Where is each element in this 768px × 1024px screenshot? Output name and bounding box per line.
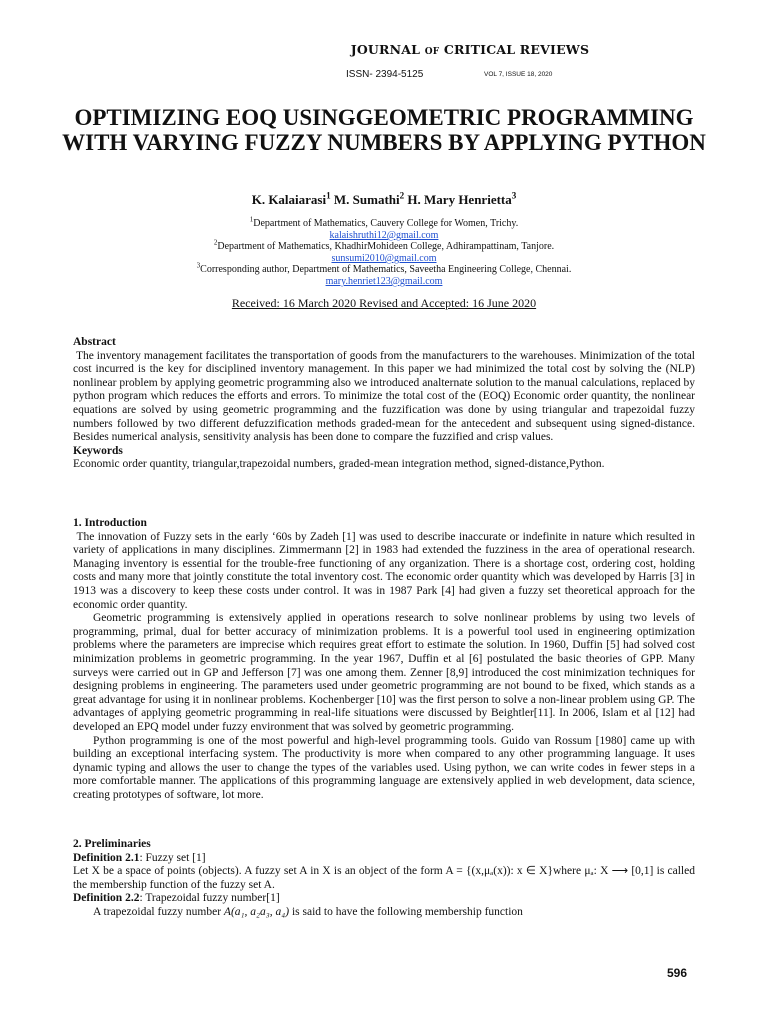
intro-paragraph: Geometric programming is extensively applied in operations research to solve nonlinear problems by using two levels of programming, primal, dual for better accuracy of minimization problems. It is a powerful tool used in engineering optimization problems where the parameters are imprecise which requires great effort to estimate the solution. In 1960, Duffin [5] had solved cost minimization problems in geometric programming. In the year 1967, Duffin et al [6] postulated the basic theories of GPP. Many surveys were carried out in GP and Jefferson [7] was one among them. Zenner [8,9] introduced the cost minimization techniques for designing problems in engineering. The parameters used under geometric programming are not bound to be fixed, which stands as a great advantage for using it in nonlinear problems. Kochenberger [10] was the first person to solve a non-linear problem using GP. The advantages of applying geometric programming in real-life situations were discussed by Beightler[11]. In 2006, Islam et al [12] had developed an EPQ model under fuzzy environment that was solved by geometric programming. bbox=[73, 612, 695, 733]
definition-label: Definition 2.1 bbox=[73, 851, 140, 864]
definition-text-pre: A trapezoidal fuzzy number bbox=[93, 905, 224, 918]
paper-title: OPTIMIZING EOQ USINGGEOMETRIC PROGRAMMING WITH VARYING FUZZY NUMBERS BY APPLYING PYTHON bbox=[62, 105, 706, 155]
journal-name-part2: CRITICAL REVIEWS bbox=[443, 42, 590, 57]
preliminaries-heading: 2. Preliminaries bbox=[73, 838, 151, 850]
journal-name-part1: JOURNAL bbox=[350, 42, 421, 57]
author-name: K. Kalaiarasi bbox=[251, 192, 327, 207]
author-sup: 1 bbox=[326, 190, 331, 201]
intro-paragraph: The innovation of Fuzzy sets in the early ‘60s by Zadeh [1] was used to describe inaccurate or indefinite in nature which resulted in variety of applications in many disciplines. Zimmermann [2] in 1983 had extended the fuzziness in the area of operational research. Managing inventory is essential for the trouble-free functioning of any organization. There is a shortage cost, ordering cost, holding costs and many more that jointly constitute the total inventory cost. The economic order quantity which was developed by Harris [3] in 1913 was a discovery to keep these costs under control. It was in 1987 Park [4] had given a fuzzy set theoretical approach for the economic order quantity. bbox=[73, 530, 698, 611]
author-name: M. Sumathi bbox=[333, 192, 400, 207]
abstract-heading: Abstract bbox=[73, 336, 116, 348]
affiliation-text: Department of Mathematics, KhadhirMohideen College, Adhirampattinam, Tanjore. bbox=[217, 241, 555, 252]
definition-2-1 bbox=[73, 852, 695, 866]
affiliation bbox=[0, 238, 768, 253]
definition-text: Let X be a space of points (objects). A fuzzy set A in X is an object of the form A = {(x,μₐ(x)): x ∈ X}where μₐ: X ⟶ [0,1] is called the membership function of the fuzzy set A. bbox=[73, 865, 695, 891]
affiliation-sup: 3 bbox=[196, 261, 201, 270]
preliminaries-section bbox=[73, 838, 695, 920]
definition-text-post: is said to have the following membership function bbox=[289, 905, 523, 918]
affiliation-text: Department of Mathematics, Cauvery College for Women, Trichy. bbox=[253, 218, 519, 229]
journal-name bbox=[0, 42, 768, 57]
volume-issue: VOL 7, ISSUE 18, 2020 bbox=[484, 71, 553, 78]
abstract-text: The inventory management facilitates the transportation of goods from the manufacturers to the warehouses. Minimization of the total cost incurred is the key for disciplined inventory management. In this paper we had minimized the total cost by solving the (NLP) nonlinear problem by applying geometric programming also we introduced analternate solution to the manual calculations, replaced by python program which reduces the efforts and errors. To minimize the total cost of the (EOQ) Economic order quantity, the nonlinear equations are solved by using geometric programming and the fuzzification was done by using triangular and trapezoidal fuzzy numbers followed by two different defuzzification methods graded-mean for the antecedent and subsequent using signed-distance. Besides numerical analysis, sensitivity analysis has been done to compare the fuzzified and crisp values. bbox=[73, 349, 698, 444]
affiliation-sup: 1 bbox=[249, 215, 254, 224]
keywords-heading: Keywords bbox=[73, 444, 123, 457]
email-link[interactable]: kalaishruthi12@gmail.com bbox=[329, 230, 439, 241]
author-sup: 2 bbox=[399, 190, 405, 201]
received-dates: Received: 16 March 2020 Revised and Accepted: 16 June 2020 bbox=[231, 296, 537, 310]
introduction-heading: 1. Introduction bbox=[73, 517, 147, 529]
author-sup: 3 bbox=[511, 190, 517, 201]
intro-paragraph: Python programming is one of the most powerful and high-level programming tools. Guido van Rossum [1980] came up with building an exceptional interfacing system. The productivity is more when compared to any other programming language. It uses dynamic typing and allows the user to change the types of the variables used. Using python, we can write codes in fewer steps in a more comfortable manner. The applications of this programming language are extensively applied in web development, data science, creating prototypes of software, lot more. bbox=[73, 734, 695, 801]
affiliation-sup: 2 bbox=[213, 238, 218, 247]
email-link[interactable]: mary.henriet123@gmail.com bbox=[325, 276, 443, 287]
trapezoidal-formula: A(a₁, a₂a₃, a₄) bbox=[223, 905, 290, 918]
keywords-text: Economic order quantity, triangular,trapezoidal numbers, graded-mean integration method, signed-distance,Python. bbox=[73, 458, 605, 471]
definition-text bbox=[73, 906, 695, 920]
definition-title: : Trapezoidal fuzzy number[1] bbox=[139, 892, 280, 905]
author-list bbox=[0, 192, 768, 208]
definition-2-2 bbox=[73, 892, 695, 906]
definition-title: : Fuzzy set [1] bbox=[139, 851, 206, 864]
journal-name-of: OF bbox=[424, 47, 440, 57]
affiliation bbox=[0, 261, 768, 276]
author-name: H. Mary Henrietta bbox=[407, 192, 512, 207]
affiliation bbox=[0, 215, 768, 230]
page-number: 596 bbox=[667, 966, 688, 980]
introduction-section bbox=[73, 517, 698, 802]
affiliation-text: Corresponding author, Department of Mathematics, Saveetha Engineering College, Chennai. bbox=[200, 264, 572, 275]
abstract-section bbox=[73, 336, 698, 472]
email-link[interactable]: sunsumi2010@gmail.com bbox=[331, 253, 437, 264]
issn: ISSN- 2394-5125 bbox=[346, 69, 424, 80]
definition-label: Definition 2.2 bbox=[73, 892, 140, 905]
